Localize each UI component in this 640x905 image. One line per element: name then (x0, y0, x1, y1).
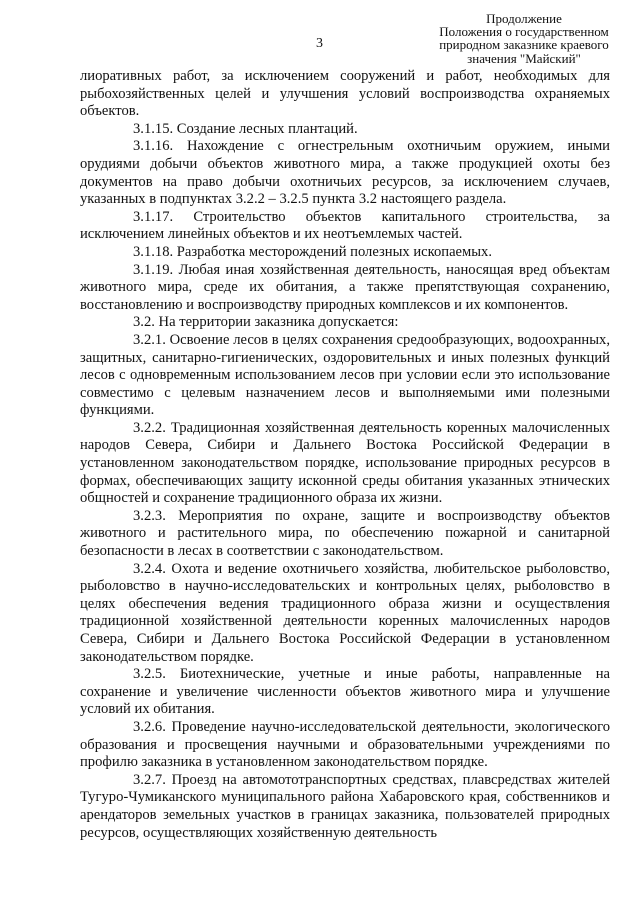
paragraph: 3.1.19. Любая иная хозяйственная деятельность, наносящая вред объектам животного мира, среде их обитания, а также препятствующая сохранению, восстановлению и воспроизводству природных комплексов и их компонентов. (80, 261, 610, 313)
header-note-line: Продолжение (486, 11, 562, 26)
paragraph: 3.1.15. Создание лесных плантаций. (133, 120, 358, 137)
header-note-line: значения "Майский" (467, 50, 581, 66)
paragraph: 3.2.2. Традиционная хозяйственная деятельность коренных малочисленных народов Севера, Сибири и Дальнего Востока Российской Федерации в установленном законодательством порядке, использование природных ресурсов в формах, обеспечивающих защиту исконной среды обитания указанных этнических общностей и сохранение традиционного образа их жизни. (80, 419, 610, 507)
paragraph: 3.2.3. Мероприятия по охране, защите и воспроизводству объектов животного и растительного мира, по обеспечению пожарной и санитарной безопасности в лесах в соответствии с законодательством. (80, 507, 610, 560)
header-note (426, 12, 622, 65)
header-note-line: Положения о государственном (439, 24, 609, 40)
paragraph: 3.2.4. Охота и ведение охотничьего хозяйства, любительское рыболовство, рыболовство в научно-исследовательских и контрольных целях, рыболовство в целях обеспечения ведения традиционного образа жизни и осуществления традиционной хозяйственной деятельности коренных малочисленных народов Севера, Сибири и Дальнего Востока Российской Федерации в установленном законодательством порядке. (80, 560, 610, 665)
paragraph: 3.2.6. Проведение научно-исследовательской деятельности, экологического образования и просвещения научными и образовательными учреждениями по профилю заказника в установленном законодательством порядке. (80, 718, 610, 771)
header-note-line: природном заказнике краевого (439, 37, 609, 53)
paragraph: 3.2.7. Проезд на автомототранспортных средствах, плавсредствах жителей Тугуро-Чумиканского муниципального района Хабаровского края, собственников и арендаторов земельных участков в границах заказника, пользователей природных ресурсов, осуществляющих хозяйственную деятельность (80, 771, 610, 841)
paragraph: 3.2. На территории заказника допускается: (133, 314, 399, 331)
paragraph: 3.1.17. Строительство объектов капитального строительства, за исключением линейных объектов и их неотъемлемых частей. (80, 208, 610, 243)
page-number: 3 (316, 36, 323, 51)
paragraph: 3.2.5. Биотехнические, учетные и иные работы, направленные на сохранение и увеличение численности объектов животного мира и улучшение условий их обитания. (80, 666, 610, 718)
body-text (80, 68, 610, 842)
paragraph: 3.2.1. Освоение лесов в целях сохранения средообразующих, водоохранных, защитных, санитарно-гигиенических, оздоровительных и иных полезных функций лесов с одновременным использованием лесов при условии если это использование совместимо с целевым назначением лесов и выполняемыми ими полезными функциями. (80, 331, 610, 419)
paragraph: 3.1.18. Разработка месторождений полезных ископаемых. (133, 243, 493, 260)
paragraph: 3.1.16. Нахождение с огнестрельным охотничьим оружием, иными орудиями добычи объектов животного мира, а также продукцией охоты без документов на право добычи охотничьих ресурсов, за исключением случаев, указанных в подпунктах 3.2.2 – 3.2.5 пункта 3.2 настоящего раздела. (80, 138, 610, 208)
paragraph: лиоративных работ, за исключением сооружений и работ, необходимых для рыбохозяйственных целей и улучшения условий воспроизводства охраняемых объектов. (80, 68, 610, 120)
